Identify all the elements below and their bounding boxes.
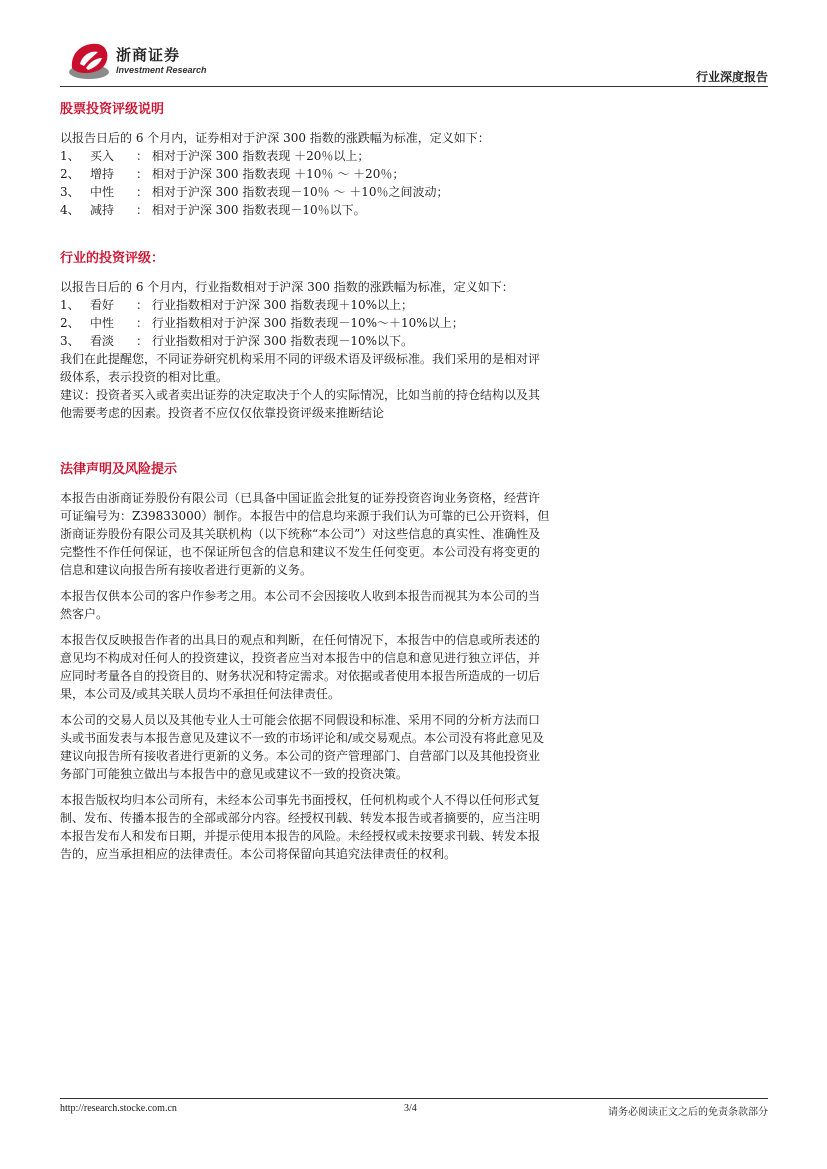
page-footer	[60, 1103, 768, 1119]
header-divider	[60, 86, 768, 87]
list-item	[60, 296, 550, 314]
logo-chinese-text: 浙商证券	[116, 46, 181, 64]
list-item-name: 看好	[90, 298, 115, 312]
page-number: 3/4	[404, 1103, 417, 1114]
stock-rating-title: 股票投资评级说明	[60, 102, 165, 117]
legal-paragraph: 本报告仅反映报告作者的出具日的观点和判断，在任何情况下，本报告中的信息或所表述的意见均不构成对任何人的投资建议，投资者应当对本报告中的信息和意见进行独立评估，并应同时考量各自的投资目的、财务状况和特定需求。对依据或者使用本报告所造成的一切后果，本公司及/或其关联人员均不承担任何法律责任。	[60, 633, 541, 701]
list-item-number: 1、	[60, 149, 80, 163]
stock-rating-intro: 以报告日后的 6 个月内，证券相对于沪深 300 指数的涨跌幅为标准，定义如下：	[60, 131, 490, 145]
list-item-desc: ： 相对于沪深 300 指数表现－10％以下。	[136, 203, 366, 217]
list-item-name: 增持	[90, 167, 115, 181]
industry-rating-section	[60, 247, 550, 422]
industry-rating-note: 我们在此提醒您，不同证券研究机构采用不同的评级术语及评级标准。我们采用的是相对评级体系，表示投资的相对比重。	[60, 352, 541, 384]
page-header	[60, 30, 768, 88]
list-item-number: 3、	[60, 185, 80, 199]
list-item-desc: ： 相对于沪深 300 指数表现－10％ ～ ＋10％之间波动；	[136, 185, 449, 199]
footer-disclaimer: 请务必阅读正文之后的免责条款部分	[608, 1107, 768, 1118]
legal-section	[60, 458, 550, 863]
list-item-name: 中性	[90, 316, 115, 330]
list-item	[60, 183, 550, 201]
list-item	[60, 165, 550, 183]
stock-rating-list	[60, 147, 550, 219]
list-item-number: 3、	[60, 334, 80, 348]
industry-rating-list	[60, 296, 550, 350]
legal-paragraph: 本报告由浙商证券股份有限公司（已具备中国证监会批复的证券投资咨询业务资格，经营许可证编号为：Z39833000）制作。本报告中的信息均来源于我们认为可靠的已公开资料，但浙商证券股份有限公司及其关联机构（以下统称“本公司”）对这些信息的真实性、准确性及完整性不作任何保证，也不保证所包含的信息和建议不发生任何变更。本公司没有将变更的信息和建议向报告所有接收者进行更新的义务。	[60, 491, 550, 577]
list-item-name: 减持	[90, 203, 115, 217]
report-type-label: 行业深度报告	[695, 70, 768, 84]
main-content	[60, 98, 550, 863]
zheshang-logo-icon	[66, 38, 112, 82]
list-item-name: 看淡	[90, 334, 115, 348]
list-item	[60, 314, 550, 332]
list-item	[60, 201, 550, 219]
list-item-name: 中性	[90, 185, 115, 199]
legal-paragraph: 本报告版权均归本公司所有，未经本公司事先书面授权，任何机构或个人不得以任何形式复制、发布、传播本报告的全部或部分内容。经授权刊载、转发本报告或者摘要的，应当注明本报告发布人和发布日期，并提示使用本报告的风险。未经授权或未按要求刊载、转发本报告的，应当承担相应的法律责任。本公司将保留向其追究法律责任的权利。	[60, 793, 541, 861]
stock-rating-section	[60, 98, 550, 219]
list-item-number: 2、	[60, 316, 80, 330]
legal-paragraph: 本报告仅供本公司的客户作参考之用。本公司不会因接收人收到本报告而视其为本公司的当然客户。	[60, 589, 541, 621]
list-item	[60, 332, 550, 350]
list-item-desc: ： 相对于沪深 300 指数表现 ＋20％以上；	[136, 149, 370, 163]
footer-divider	[60, 1098, 768, 1099]
list-item-number: 4、	[60, 203, 80, 217]
list-item-desc: ： 行业指数相对于沪深 300 指数表现－10%～＋10%以上；	[136, 316, 464, 330]
legal-paragraph: 本公司的交易人员以及其他专业人士可能会依据不同假设和标准、采用不同的分析方法而口头或书面发表与本报告意见及建议不一致的市场评论和/或交易观点。本公司没有将此意见及建议向报告所有接收者进行更新的义务。本公司的资产管理部门、自营部门以及其他投资业务部门可能独立做出与本报告中的意见或建议不一致的投资决策。	[60, 713, 545, 781]
list-item-number: 2、	[60, 167, 80, 181]
list-item-name: 买入	[90, 149, 115, 163]
logo-english-text: Investment Research	[116, 65, 207, 75]
legal-title: 法律声明及风险提示	[60, 462, 178, 477]
list-item-desc: ： 行业指数相对于沪深 300 指数表现－10%以下。	[136, 334, 414, 348]
industry-rating-title: 行业的投资评级：	[60, 251, 165, 266]
list-item-number: 1、	[60, 298, 80, 312]
list-item-desc: ： 相对于沪深 300 指数表现 ＋10％ ～ ＋20％；	[136, 167, 405, 181]
list-item-desc: ： 行业指数相对于沪深 300 指数表现＋10%以上；	[136, 298, 414, 312]
footer-url-link[interactable]: http://research.stocke.com.cn	[60, 1103, 177, 1114]
industry-rating-intro: 以报告日后的 6 个月内，行业指数相对于沪深 300 指数的涨跌幅为标准，定义如下：	[60, 280, 514, 294]
list-item	[60, 147, 550, 165]
industry-rating-advice: 建议：投资者买入或者卖出证券的决定取决于个人的实际情况，比如当前的持仓结构以及其他需要考虑的因素。投资者不应仅仅依靠投资评级来推断结论	[60, 388, 541, 420]
